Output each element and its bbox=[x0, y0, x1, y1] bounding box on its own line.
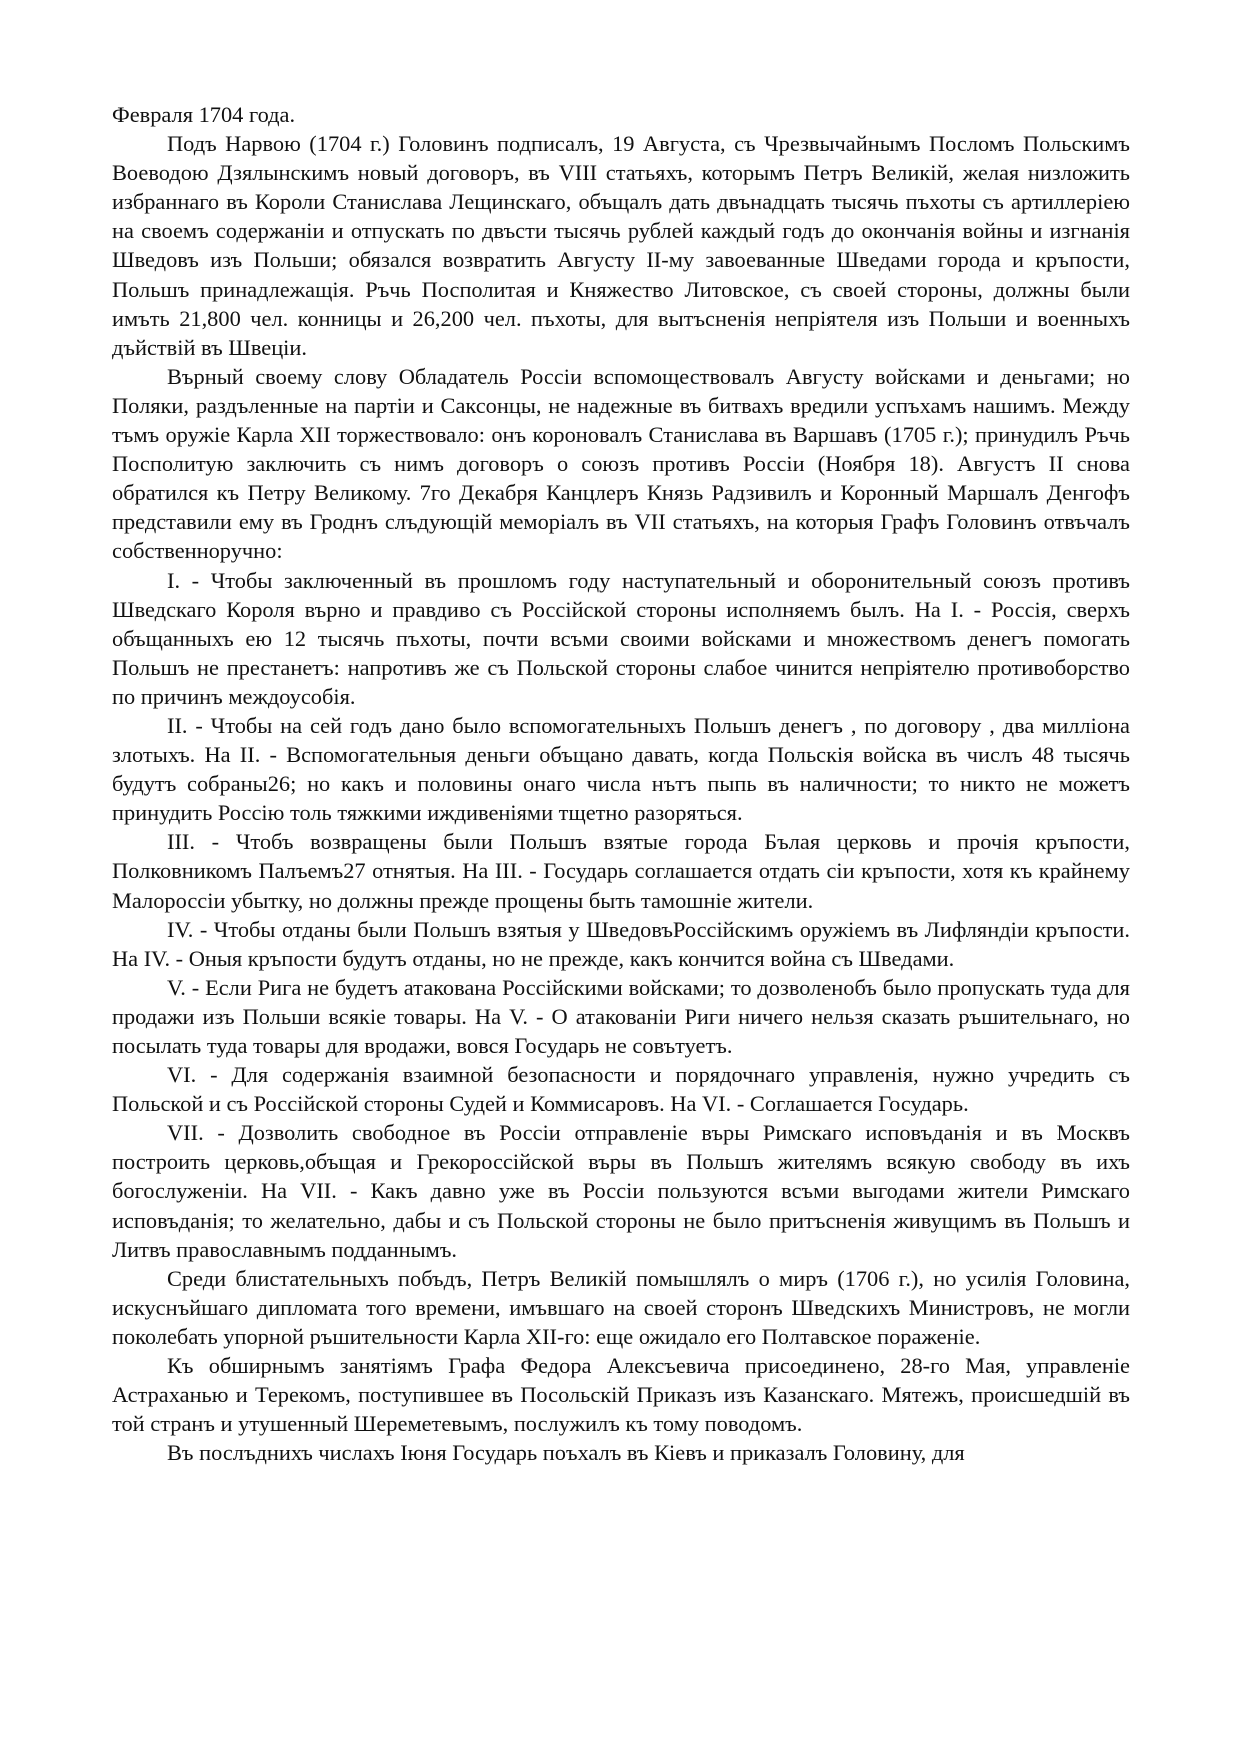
paragraph-narva-treaty: Подъ Нарвою (1704 г.) Головинъ подписалъ, 19 Августа, съ Чрезвычайнымъ Посломъ Польскимъ Воеводою Дзялынскимъ новый договоръ, въ VIII статьяхъ, которымъ Петръ Великій, желая низложить избраннаго въ Короли Станислава Лещинскаго, объщалъ дать двънадцать тысячь пъхоты съ артиллеріею на своемъ содержаніи и отпускать по двъсти тысячь рублей каждый годъ до окончанія войны и изгнанія Шведовъ изъ Польши; обязался возвратить Августу II-му завоеванные Шведами города и кръпости, Польшъ принадлежащія. Ръчь Посполитая и Княжество Литовское, съ своей стороны, должны были имъть 21,800 чел. конницы и 26,200 чел. пъхоты, для вытъсненія непріятеля изъ Польши и военныхъ дъйствій въ Швеціи. bbox=[112, 131, 1130, 360]
paragraph-article-4: IV. - Чтобы отданы были Польшъ взятыя у ШведовъРоссійскимъ оружіемъ въ Лифляндіи кръпости. На IV. - Оныя кръпости будутъ отданы, но не прежде, какъ кончится война съ Шведами. bbox=[112, 916, 1130, 971]
paragraph-article-6: VI. - Для содержанія взаимной безопасности и порядочнаго управленія, нужно учредить съ Польской и съ Россійской стороны Судей и Коммисаровъ. На VI. - Соглашается Государь. bbox=[112, 1062, 1130, 1117]
paragraph-article-1: I. - Чтобы заключенный въ прошломъ году наступательный и оборонительный союзъ противъ Шведскаго Короля върно и правдиво съ Россійской стороны исполняемъ былъ. На I. - Россія, сверхъ объщанныхъ ею 12 тысячь пъхоты, почти всъми своими войсками и множествомъ денегъ помогать Польшъ не престанетъ: напротивъ же съ Польской стороны слабое чинится непріятелю противоборство по причинъ междоусобія. bbox=[112, 567, 1130, 709]
paragraph-date-line: Февраля 1704 года. bbox=[112, 102, 296, 127]
paragraph-peace-efforts: Среди блистательныхъ побъдъ, Петръ Великій помышлялъ о миръ (1706 г.), но усилія Головина, искуснъйшаго дипломата того времени, имъвшаго на своей сторонъ Шведскихъ Министровъ, не могли поколебать упорной ръшительности Карла XII-го: еще ожидало его Полтавское пораженіе. bbox=[112, 1265, 1130, 1349]
paragraph-kiev-trip: Въ послъднихъ числахъ Іюня Государь поъхалъ въ Кіевъ и приказалъ Головину, для bbox=[167, 1440, 965, 1466]
document-page bbox=[112, 100, 1130, 1467]
paragraph-article-7: VII. - Дозволить свободное въ Россіи отправленіе въры Римскаго исповъданія и въ Москвъ построить церковь,объщая и Грекороссійской въры въ Польшъ жителямъ всякую свободу въ ихъ богослуженіи. На VII. - Какъ давно уже въ Россіи пользуются всъми выгодами жители Римскаго исповъданія; то желательно, дабы и съ Польской стороны не было притъсненія живущимъ въ Польшъ и Литвъ православнымъ подданнымъ. bbox=[112, 1120, 1130, 1262]
paragraph-faithful-ruler: Върный своему слову Обладатель Россіи вспомоществовалъ Августу войсками и деньгами; но Поляки, раздъленные на партіи и Саксонцы, не надежные въ битвахъ вредили успъхамъ нашимъ. Между тъмъ оружіе Карла XII торжествовало: онъ короновалъ Станислава въ Варшавъ (1705 г.); принудилъ Ръчь Посполитую заключить съ нимъ договоръ о союзъ противъ Россіи (Ноября 18). Августъ II снова обратился къ Петру Великому. 7го Декабря Канцлеръ Князь Радзивилъ и Коронный Маршалъ Денгофъ представили ему въ Гроднъ слъдующій меморіалъ въ VII статьяхъ, на которыя Графъ Головинъ отвъчалъ собственноручно: bbox=[112, 363, 1130, 564]
paragraph-article-3: III. - Чтобъ возвращены были Польшъ взятые города Бълая церковь и прочія кръпости, Полковникомъ Палъемъ27 отнятыя. На III. - Государь соглашается отдать сіи кръпости, хотя къ крайнему Малороссіи убытку, но должны прежде прощены быть тамошніе жители. bbox=[112, 829, 1130, 913]
paragraph-article-5: V. - Если Рига не будетъ атакована Россійскими войсками; то дозволенобъ было пропускать туда для продажи изъ Польши всякіе товары. На V. - О атакованіи Риги ничего нельзя сказать ръшительнаго, но посылать туда товары для вродажи, вовся Государь не совътуетъ. bbox=[112, 974, 1130, 1058]
paragraph-astrakhan: Къ обширнымъ занятіямъ Графа Федора Алексъевича присоединено, 28-го Мая, управленіе Астраханью и Терекомъ, поступившее въ Посольскій Приказъ изъ Казанскаго. Мятежъ, происшедшій въ той странъ и утушенный Шереметевымъ, послужилъ къ тому поводомъ. bbox=[112, 1353, 1130, 1437]
paragraph-article-2: II. - Чтобы на сей годъ дано было вспомогательныхъ Польшъ денегъ , по договору , два милліона злотыхъ. На II. - Вспомогательныя деньги объщано давать, когда Польскія войска въ числъ 48 тысячь будутъ собраны26; но какъ и половины онаго числа нътъ пыпь въ наличности; то никто не можетъ принудить Россію толь тяжкими иждивеніями тщетно разоряться. bbox=[112, 712, 1130, 826]
